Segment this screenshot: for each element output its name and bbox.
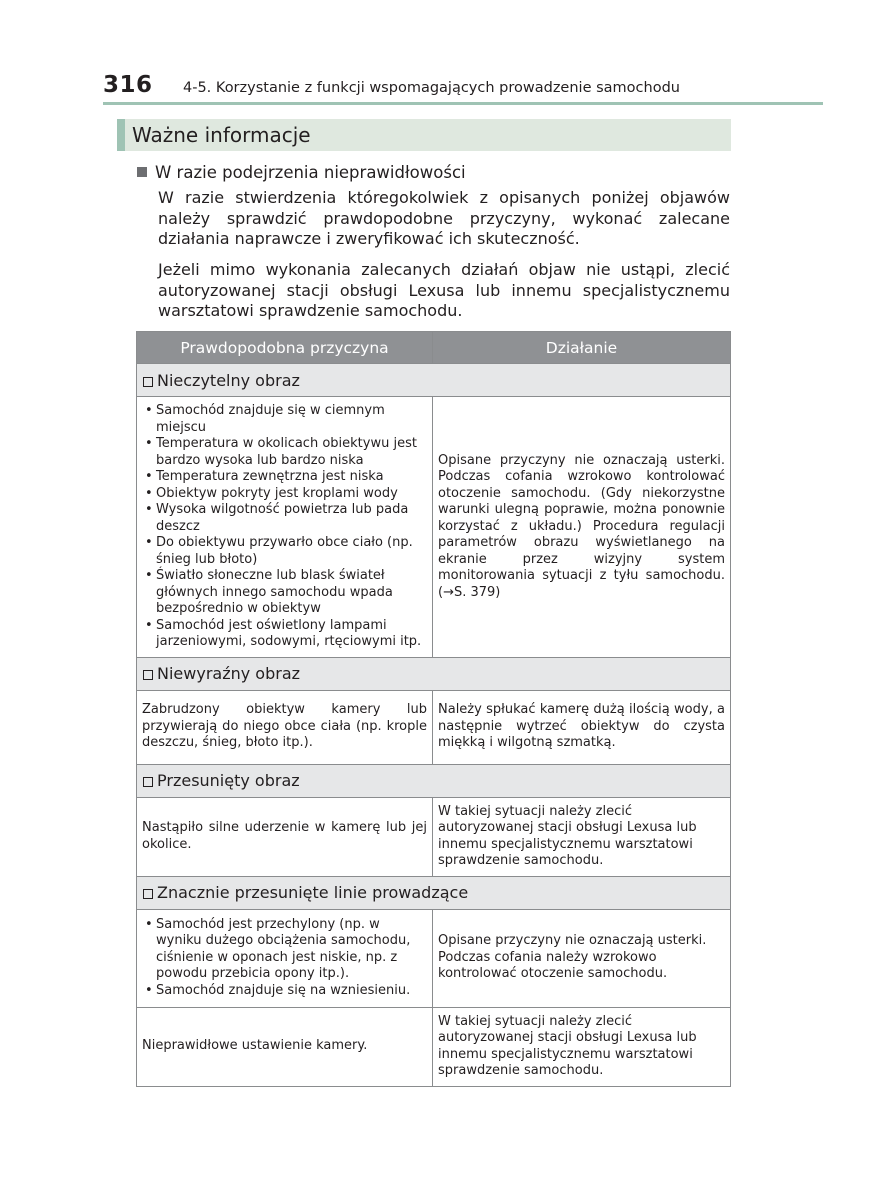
category-cell (137, 764, 731, 797)
table-row (137, 397, 731, 658)
section-title: Ważne informacje (117, 119, 731, 151)
list-item: • Samochód znajduje się na wzniesieniu. (142, 983, 427, 1000)
category-cell (137, 657, 731, 690)
list-item: • Do obiektywu przywarło obce ciało (np. śnieg lub błoto) (142, 535, 427, 568)
checkbox-square-icon (143, 377, 153, 387)
action-cell: W takiej sytuacji należy zlecić autoryzowanej stacji obsługi Lexusa lub innemu specjalistycznemu warsztatowi sprawdzenie samochodu. (433, 1007, 731, 1086)
list-item: • Samochód jest oświetlony lampami jarzeniowymi, sodowymi, rtęciowymi itp. (142, 618, 427, 651)
table-row (137, 797, 731, 876)
square-bullet-icon (137, 167, 147, 177)
cause-cell: Nastąpiło silne uderzenie w kamerę lub jej okolice. (137, 797, 433, 876)
list-item: • Wysoka wilgotność powietrza lub pada deszcz (142, 502, 427, 535)
list-item: • Samochód znajduje się w ciemnym miejscu (142, 403, 427, 436)
category-cell (137, 364, 731, 397)
list-item: • Obiektyw pokryty jest kroplami wody (142, 486, 427, 503)
checkbox-square-icon (143, 670, 153, 680)
intro-paragraph-1: W razie stwierdzenia któregokolwiek z opisanych poniżej objawów należy sprawdzić prawdopodobne przyczyny, wykonać zalecane działania naprawcze i zweryfikować ich skuteczność. (158, 188, 730, 248)
category-label: Niewyraźny obraz (157, 664, 301, 683)
list-item: • Samochód jest przechylony (np. w wyniku dużego obciążenia samochodu, ciśnienie w oponach jest niskie, np. z powodu przebicia opony itp.). (142, 917, 427, 983)
list-item: • Światło słoneczne lub blask świateł głównych innego samochodu wpada bezpośrednio w obiektyw (142, 568, 427, 618)
subheading-text: W razie podejrzenia nieprawidłowości (155, 163, 466, 182)
page-number: 316 (103, 72, 153, 98)
subheading (137, 163, 466, 182)
category-label: Przesunięty obraz (157, 771, 300, 790)
header-rule (103, 102, 823, 105)
troubleshooting-table (136, 331, 731, 1087)
cause-list (142, 403, 427, 651)
cause-cell: Zabrudzony obiektyw kamery lub przywierają do niego obce ciała (np. krople deszczu, śnieg, błoto itp.). (137, 690, 433, 764)
intro-paragraph-2: Jeżeli mimo wykonania zalecanych działań objaw nie ustąpi, zlecić autoryzowanej stacji obsługi Lexusa lub innemu specjalistycznemu warsztatowi sprawdzenie samochodu. (158, 260, 730, 320)
category-row (137, 764, 731, 797)
cause-cell (137, 909, 433, 1007)
cause-list (142, 917, 427, 1000)
page-header (103, 72, 723, 102)
category-cell (137, 876, 731, 909)
action-cell: Opisane przyczyny nie oznaczają usterki. Podczas cofania należy wzrokowo kontrolować otoczenie samochodu. (433, 909, 731, 1007)
table-row (137, 690, 731, 764)
table-row (137, 1007, 731, 1086)
category-row (137, 876, 731, 909)
checkbox-square-icon (143, 889, 153, 899)
chapter-title: 4-5. Korzystanie z funkcji wspomagających prowadzenie samochodu (183, 80, 680, 96)
cause-cell: Nieprawidłowe ustawienie kamery. (137, 1007, 433, 1086)
action-cell: Opisane przyczyny nie oznaczają usterki. Podczas cofania wzrokowo kontrolować otoczenie samochodu. (Gdy niekorzystne warunki ulegną poprawie, można ponownie korzystać z układu.) Procedura regulacji parametrów obrazu wyświetlanego na ekranie przez wizyjny system monitorowania sytuacji z tyłu samochodu. (→S. 379) (433, 397, 731, 658)
category-label: Znacznie przesunięte linie prowadzące (157, 883, 469, 902)
column-header-action: Działanie (433, 332, 731, 364)
checkbox-square-icon (143, 777, 153, 787)
cause-cell (137, 397, 433, 658)
category-row (137, 364, 731, 397)
list-item: • Temperatura w okolicach obiektywu jest bardzo wysoka lub bardzo niska (142, 436, 427, 469)
action-cell: Należy spłukać kamerę dużą ilością wody, a następnie wytrzeć obiektyw do czysta miękką i wilgotną szmatką. (433, 690, 731, 764)
table-row (137, 909, 731, 1007)
table-header-row (137, 332, 731, 364)
action-cell: W takiej sytuacji należy zlecić autoryzowanej stacji obsługi Lexusa lub innemu specjalistycznemu warsztatowi sprawdzenie samochodu. (433, 797, 731, 876)
column-header-cause: Prawdopodobna przyczyna (137, 332, 433, 364)
category-label: Nieczytelny obraz (157, 370, 300, 390)
list-item: • Temperatura zewnętrzna jest niska (142, 469, 427, 486)
category-row (137, 657, 731, 690)
